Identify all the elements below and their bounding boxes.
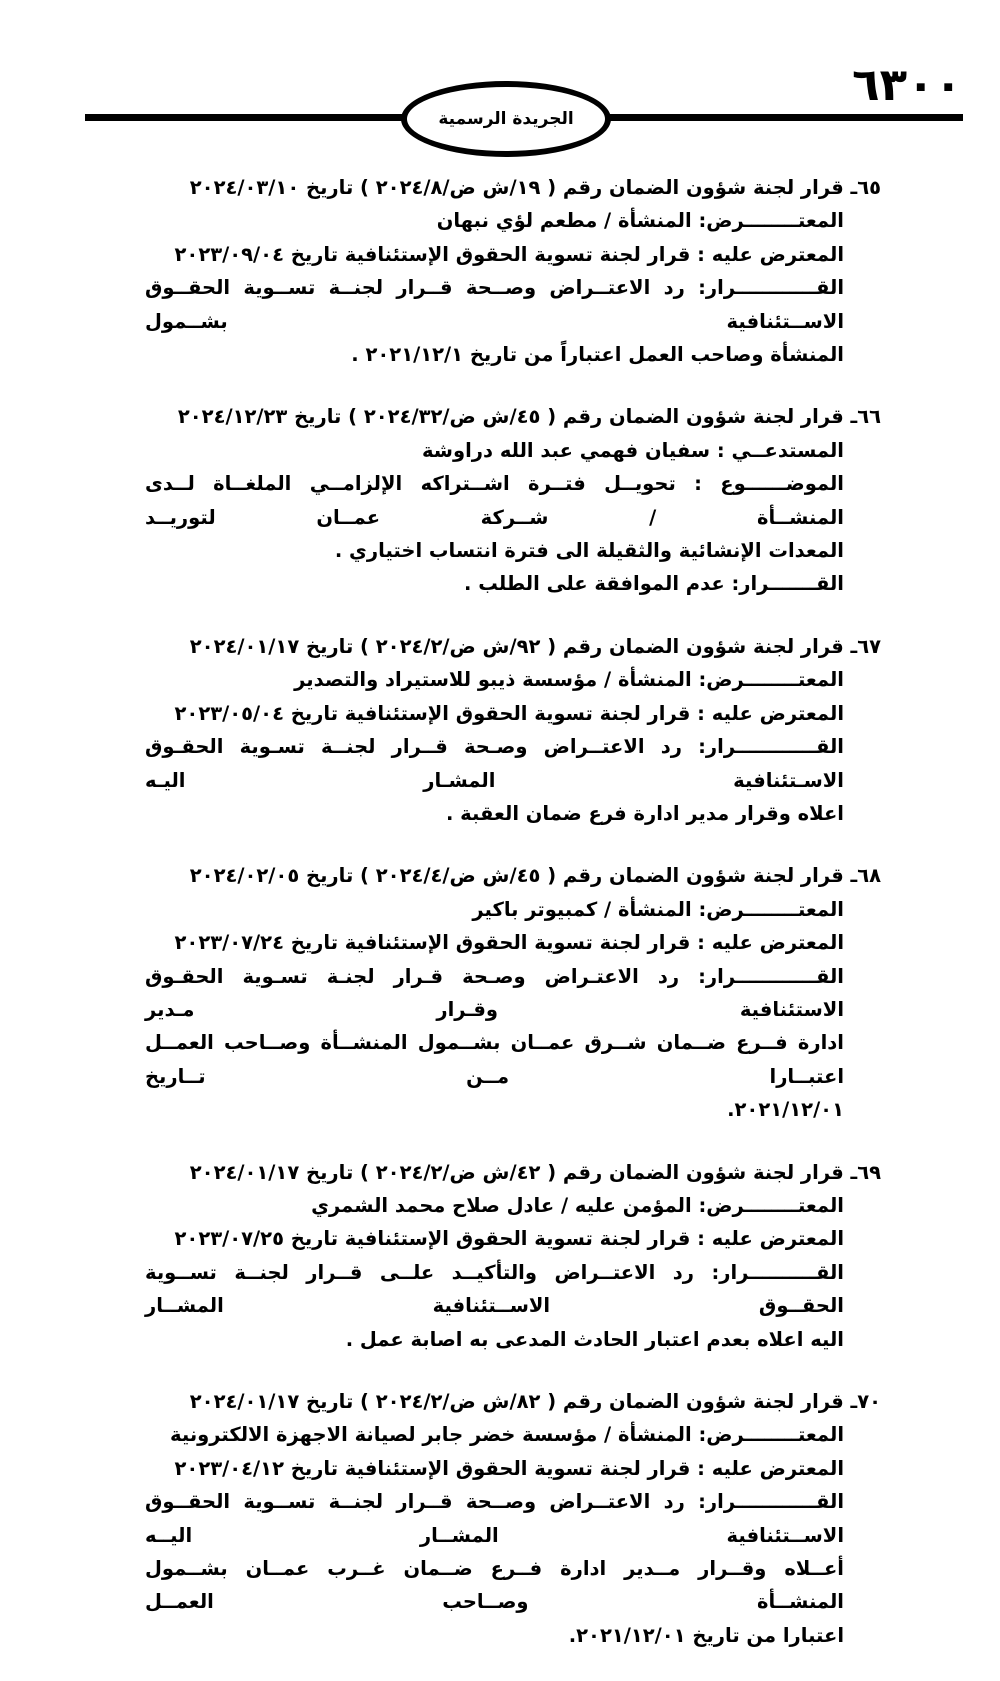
page-number: ٦٣٠٠ [852,58,962,111]
decision-line: القـــــــرار: عدم الموافقة على الطلب . [464,572,844,596]
objector-line: المعتــــــــرض: المنشأة / مؤسسة ذيبو للاستيراد والتصدير [294,668,844,692]
objector-line: المعتــــــــرض: المؤمن عليه / عادل صلاح محمد الشمري [311,1193,844,1217]
objected-against-line: المعترض عليه : قرار لجنة تسوية الحقوق الإستئنافية تاريخ ٢٠٢٣/٠٩/٠٤ [174,242,844,266]
header-oval [401,81,611,157]
decision-continuation-line: ٢٠٢١/١٢/٠١. [727,1098,844,1122]
entry-heading: ٦٦ـ قرار لجنة شؤون الضمان رقم ( ٤٥/ش ض/٢٠٢٤/٣٢ ) تاريخ ٢٠٢٤/١٢/٢٣ [177,405,881,429]
gazette-entry-65 [145,171,881,371]
decision-line: القــــــــــــرار: رد الاعتــراض وصـحة قــرار لجنــة تسـوية الحقـوق الاسـتئنافية المشـار اليـه [145,735,844,792]
decision-line: القــــــــــــرار: رد الاعتــراض وصــحة قــرار لجنــة تســوية الحقــوق الاســتئنافية المشــار اليــه [145,1490,844,1547]
decision-continuation-line: اعلاه وقرار مدير ادارة فرع ضمان العقبة . [445,801,844,825]
entry-heading: ٦٩ـ قرار لجنة شؤون الضمان رقم ( ٤٢/ش ض/٢٠٢٤/٢ ) تاريخ ٢٠٢٤/٠١/١٧ [189,1160,881,1184]
subject-line: الموضــــــوع : تحويــل فتــرة اشــتراكه الإلزامــي الملغــاة لــدى المنشــأة / شــركة عمــان لتوريــد [145,472,844,529]
gazette-entry-67 [145,630,881,830]
decision-continuation-line: أعــلاه وقــرار مــدير ادارة فــرع ضــمان غــرب عمــان بشــمول المنشــأة وصــاحب العمــل [145,1557,844,1614]
gazette-entry-69 [145,1156,881,1356]
applicant-line: المستدعــي : سفيان فهمي عبد الله دراوشة [421,438,844,462]
gazette-entry-66 [145,400,881,600]
entries [145,171,881,1681]
objected-against-line: المعترض عليه : قرار لجنة تسوية الحقوق الإستئنافية تاريخ ٢٠٢٣/٠٧/٢٤ [174,931,844,955]
objector-line: المعتــــــــرض: المنشأة / مؤسسة خضر جابر لصيانة الاجهزة الالكترونية [170,1423,844,1447]
decision-continuation-line: اعتبارا من تاريخ ٢٠٢١/١٢/٠١. [568,1623,844,1647]
objected-against-line: المعترض عليه : قرار لجنة تسوية الحقوق الإستئنافية تاريخ ٢٠٢٣/٠٤/١٢ [174,1456,844,1480]
objector-line: المعتــــــــرض: المنشأة / كمبيوتر باكير [472,897,844,921]
decision-continuation-line: المنشأة وصاحب العمل اعتباراً من تاريخ ٢٠٢١/١٢/١ . [351,343,844,367]
objector-line: المعتــــــــرض: المنشأة / مطعم لؤي نبهان [436,209,844,233]
decision-line: القــــــــــــرار: رد الاعتــراض وصــحة قــرار لجنــة تســوية الحقــوق الاســتئنافية بشــمول [145,276,844,333]
entry-heading: ٧٠ـ قرار لجنة شؤون الضمان رقم ( ٨٢/ش ض/٢٠٢٤/٢ ) تاريخ ٢٠٢٤/٠١/١٧ [189,1390,881,1413]
decision-line: القــــــــــرار: رد الاعتــراض والتأكيــد علــى قــرار لجنــة تســوية الحقــوق الاســتئنافية المشــار [145,1260,844,1318]
subject-continuation-line: المعدات الإنشائية والثقيلة الى فترة انتساب اختياري . [334,539,844,563]
entry-heading: ٦٧ـ قرار لجنة شؤون الضمان رقم ( ٩٢/ش ض/٢٠٢٤/٢ ) تاريخ ٢٠٢٤/٠١/١٧ [189,634,881,658]
decision-line: القــــــــــــرار: رد الاعتـراض وصـحة قـرار لجنـة تسـوية الحقـوق الاستئنافية وقـرار مـدير [145,964,844,1021]
decision-continuation-line: اليه اعلاه بعدم اعتبار الحادث المدعى به اصابة عمل . [345,1327,844,1351]
entry-heading: ٦٥ـ قرار لجنة شؤون الضمان رقم ( ١٩/ش ض/٢٠٢٤/٨ ) تاريخ ٢٠٢٤/٠٣/١٠ [189,176,881,199]
objected-against-line: المعترض عليه : قرار لجنة تسوية الحقوق الإستئنافية تاريخ ٢٠٢٣/٠٥/٠٤ [174,701,844,725]
entry-heading: ٦٨ـ قرار لجنة شؤون الضمان رقم ( ٤٥/ش ض/٢٠٢٤/٤ ) تاريخ ٢٠٢٤/٠٢/٠٥ [189,864,881,888]
decision-continuation-line: ادارة فــرع ضــمان شــرق عمــان بشــمول المنشــأة وصــاحب العمــل اعتبــارا مــن تــاريخ [145,1031,844,1088]
objected-against-line: المعترض عليه : قرار لجنة تسوية الحقوق الإستئنافية تاريخ ٢٠٢٣/٠٧/٢٥ [174,1227,844,1251]
gazette-entry-68 [145,859,881,1126]
gazette-title: الجريدة الرسمية [438,109,574,129]
gazette-entry-70 [145,1385,881,1652]
